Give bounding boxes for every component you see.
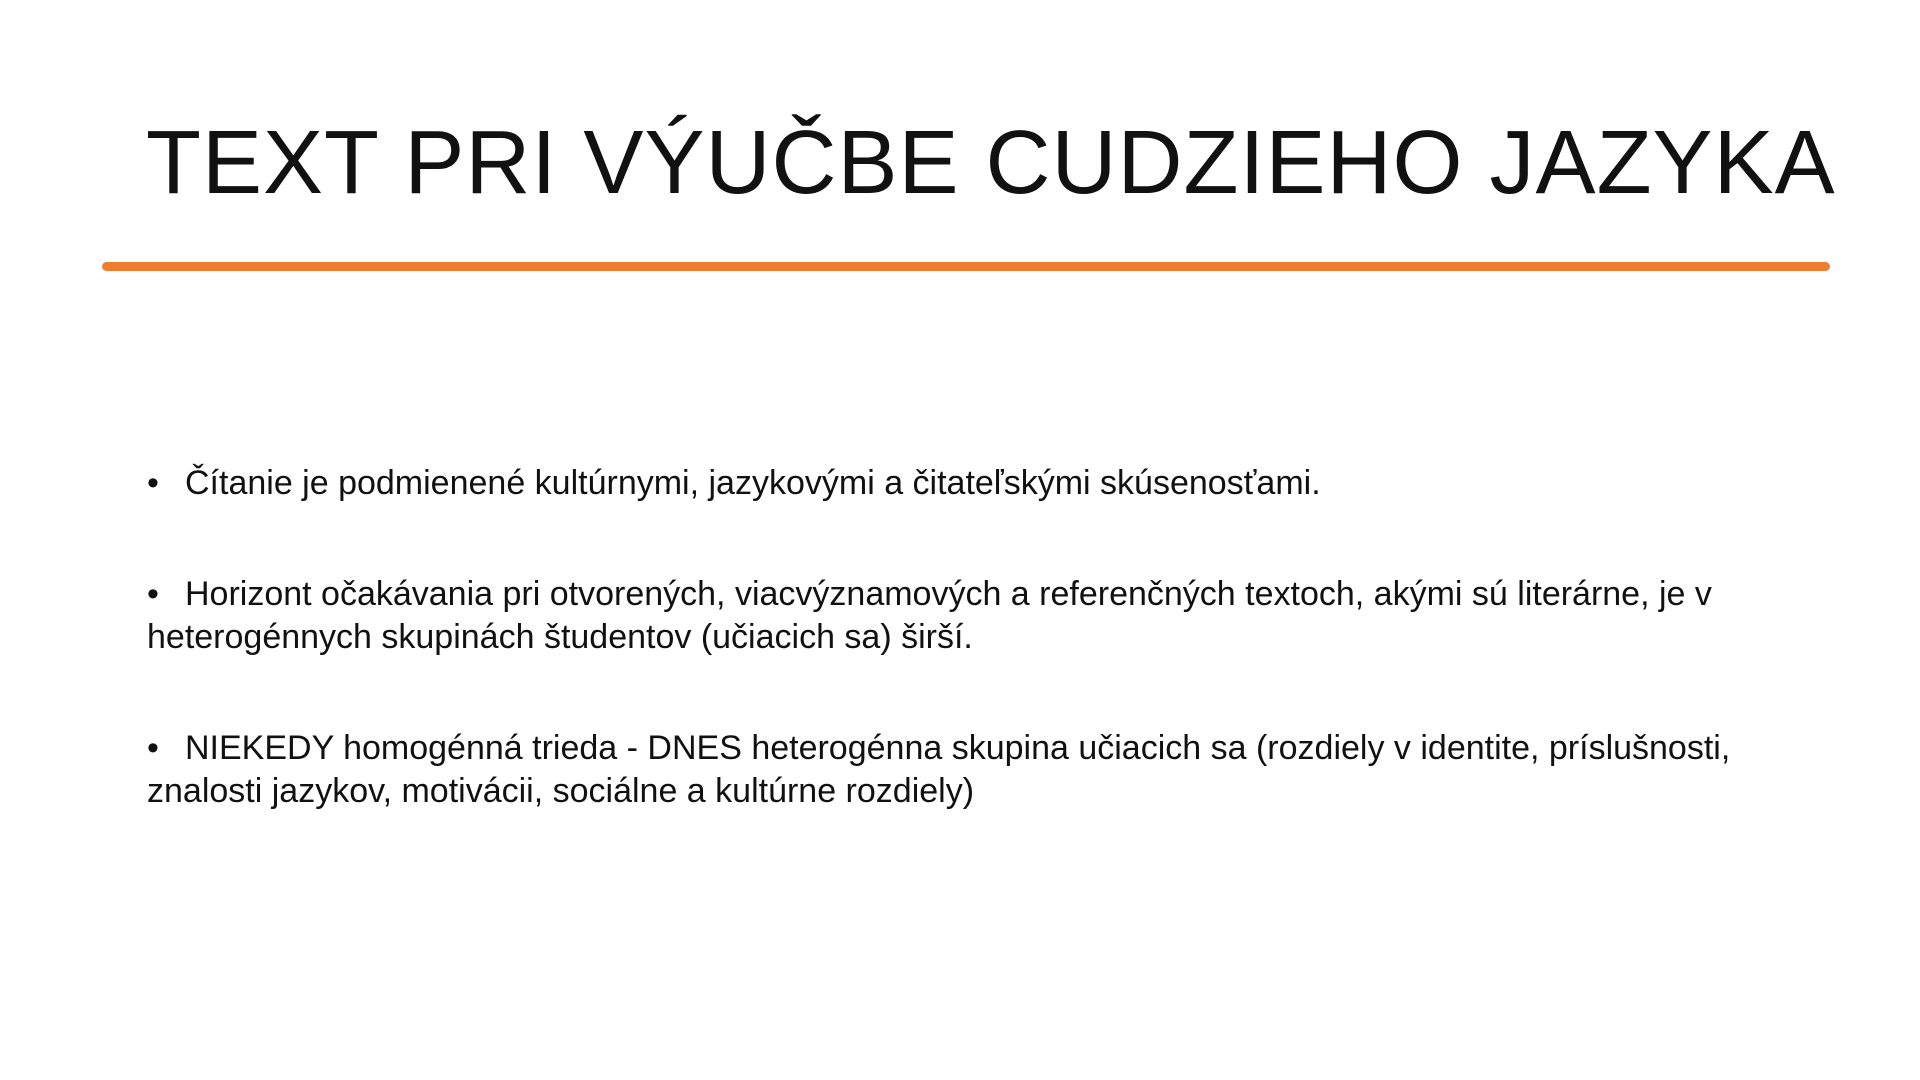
- title-underline: [102, 262, 1830, 271]
- bullet-item: [147, 727, 1827, 813]
- bullet-icon: •: [147, 729, 159, 767]
- bullet-icon: •: [147, 575, 159, 613]
- bullet-text: Čítanie je podmienené kultúrnymi, jazykovými a čitateľskými skúsenosťami.: [185, 464, 1321, 502]
- bullet-list: [147, 462, 1827, 881]
- bullet-text: NIEKEDY homogénná trieda - DNES heterogénna skupina učiacich sa (rozdiely v identite, príslušnosti, znalosti jazykov, motivácii, sociálne a kultúrne rozdiely): [147, 729, 1731, 810]
- bullet-icon: •: [147, 464, 159, 502]
- slide-title: TEXT PRI VÝUČBE CUDZIEHO JAZYKA: [146, 113, 1836, 213]
- bullet-item: [147, 462, 1827, 505]
- bullet-text: Horizont očakávania pri otvorených, viacvýznamových a referenčných textoch, akými sú literárne, je v heterogénnych skupinách študentov (učiacich sa) širší.: [147, 575, 1712, 656]
- bullet-item: [147, 573, 1827, 659]
